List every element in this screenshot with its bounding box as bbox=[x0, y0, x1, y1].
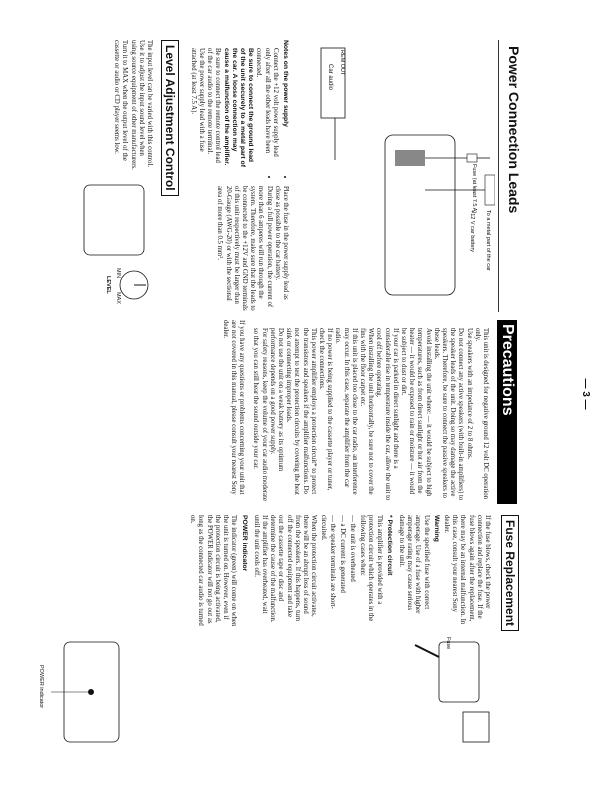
precautions-column bbox=[0, 320, 599, 505]
power-indicator-diagram bbox=[39, 637, 129, 747]
title-rule bbox=[498, 40, 499, 312]
fuse-text-block bbox=[186, 515, 491, 627]
fuse-holder-housing bbox=[439, 642, 479, 702]
precaution-item: • Avoid installing the unit where: — it would be subject to high temperatures, such as from direct sunlight or hot air from the heater — it would be exposed to rain or moisture — it would be subject to dust or dirt. bbox=[399, 328, 432, 502]
power-indicator-label: POWER indicator bbox=[38, 665, 44, 709]
power-section-title: Power Connection Leads bbox=[506, 46, 522, 214]
rem-out-label: REM OUT bbox=[339, 50, 345, 76]
warning-title: Warning bbox=[432, 515, 440, 542]
precaution-item: • When installing the unit horizontally, be sure not to cover the fins with the floor carpet etc. bbox=[358, 328, 374, 502]
precaution-item: • For safety reasons, keep the volume of your car audio moderate so that you can still hear the sound outside your car. bbox=[251, 328, 267, 502]
knob-min-label: MIN bbox=[115, 268, 121, 279]
note-item: • Place the fuse in the power supply lead as close as possible to the car battery. bbox=[273, 186, 289, 312]
protection-case: — the unit is overheated bbox=[348, 515, 356, 582]
protection-case: — a DC current is generated bbox=[338, 515, 346, 593]
fuse-text: If the fuse blows, check the power connection and replace the fuse. If the fuse blows again after the replacement, there may be an internal malfunction. In this case, consult your nearest Sony dealer. bbox=[442, 515, 491, 625]
note-item: • Connect the +12 volt power supply lead only after all the other leads have been connected. bbox=[254, 48, 279, 170]
precautions-title: Precautions bbox=[497, 320, 517, 504]
metal-part-label: To a metal part of the car bbox=[485, 210, 491, 271]
fuse-label: Fuse (at least 7.5 A) bbox=[471, 164, 477, 214]
notes-title: Notes on the power supply bbox=[282, 40, 289, 127]
precautions-list bbox=[219, 320, 490, 502]
precaution-item: • This unit is designed for negative ground 12 volt DC operation only. bbox=[473, 328, 489, 502]
fuse-section-title: Fuse Replacement bbox=[501, 515, 519, 631]
note-item: • Be sure to connect the ground lead of the unit securely to a metal part of the car. A loose connection may cause a malfunction of the amplifier. bbox=[221, 48, 254, 170]
power-notes-a bbox=[189, 40, 289, 170]
precaution-item: • Do not use the unit on a weak battery as its optimum performance depends on a good power supply. bbox=[268, 328, 284, 502]
protection-intro: This amplifier is provided with a protection circuit which operates in the following cases when: bbox=[359, 515, 383, 622]
precaution-item: • Use speakers with an impedance of 2 to 8 ohms. bbox=[464, 328, 472, 502]
fuse-arrow bbox=[415, 645, 439, 657]
power-column bbox=[0, 40, 599, 312]
precaution-item: • If no power is being supplied to the cassette player or tuner, check the connections. bbox=[317, 328, 333, 502]
fuse-holder bbox=[467, 154, 477, 162]
knob-max-label: MAX bbox=[115, 292, 121, 304]
precaution-item: • Do not connect any active speakers (with built-in amplifiers) to the speaker leads of the unit. Doing so may damage the active speakers. Therefore, be sure to connect the passive speakers to these leads. bbox=[432, 328, 465, 502]
terminal-block bbox=[395, 150, 425, 166]
power-indicator-title: POWER indicator bbox=[240, 515, 248, 572]
fuse-diagram-label: Fuse bbox=[445, 637, 451, 650]
protection-case: — the speaker terminals are short-circuited. bbox=[320, 515, 336, 609]
power-indicator-text: The indicator (green) will come on when the unit is turned on. However, even if the protection circuit is being activated, the POWER indicator will not go out as long as the connected car audio is turned on. bbox=[189, 515, 238, 627]
protection-title: * Protection circuit bbox=[385, 515, 393, 576]
protection-text: When the protection circuit activates, there will be an abrupt loss of sound from the speakers. If this happens, turn off the connected equipment and take out the cassette tape or disc and determine the cause of the malfunction. If the amplifier has overheated, wait until the unit cools off. bbox=[252, 515, 318, 623]
precaution-item: • If this unit is placed too close to the car radio, an interference may occur. In this case, separate the amplifier from the car radio. bbox=[333, 328, 358, 502]
car-audio-label: Car audio bbox=[327, 64, 333, 91]
note-item: • Use the power supply lead with a fuse attached (at least 7.5 A). bbox=[189, 48, 205, 170]
amplifier-outline bbox=[84, 185, 144, 255]
power-notes-b bbox=[215, 178, 289, 312]
fuse-element bbox=[463, 712, 489, 742]
battery-box bbox=[485, 175, 495, 205]
note-item: • During a full power operation, the current of more than 6 amperes will run through the system. Therefore, make sure that the leads to be connected to the +12V and GND terminals of this unit respectively must be larger than 20-Gauge (AWG-20) or with the sectional area of more than 0.5 mm². bbox=[215, 186, 272, 312]
warning-text: Use the specified fuse with correct amperage. Use of a fuse with higher amperage rating may cause serious damage to the unit. bbox=[397, 515, 430, 614]
page-number: — 3 — bbox=[580, 378, 591, 410]
power-connection-diagram bbox=[295, 40, 495, 312]
precaution-item: • If your car is parked in direct sunlight and there is a considerable rise in temperature inside the car, allow the unit to cool off before operating. bbox=[374, 328, 399, 502]
knob-level-label: LEVEL bbox=[105, 276, 111, 294]
fuse-column bbox=[0, 515, 599, 751]
level-diagram bbox=[74, 180, 174, 310]
battery-label: +12 V car battery bbox=[469, 210, 475, 253]
level-section-title: Level Adjustment Control bbox=[161, 40, 179, 196]
precaution-item: • This power amplifier employs a protection circuit* to protect the transistors and speakers if the amplifier malfunctions. Do not attempt to test the protection circuits by covering the heat sink or connecting improper loads. bbox=[284, 328, 317, 502]
note-item: • Be sure to connect the remote control lead of the car audio to the remote terminal. bbox=[205, 48, 221, 170]
precautions-closing: If you have any questions or problems concerning your unit that are not covered in this manual, please consult your nearest Sony dealer. bbox=[221, 320, 246, 495]
indicator-led bbox=[88, 689, 94, 695]
level-text: The input level can be varied with this control. Use it to adjust the input sound level when using source equipment of other manufacturers. Turn it to MAX when the output level of the cassette or audio or CD player seems low. bbox=[113, 40, 153, 170]
fuse-diagram bbox=[409, 637, 499, 747]
